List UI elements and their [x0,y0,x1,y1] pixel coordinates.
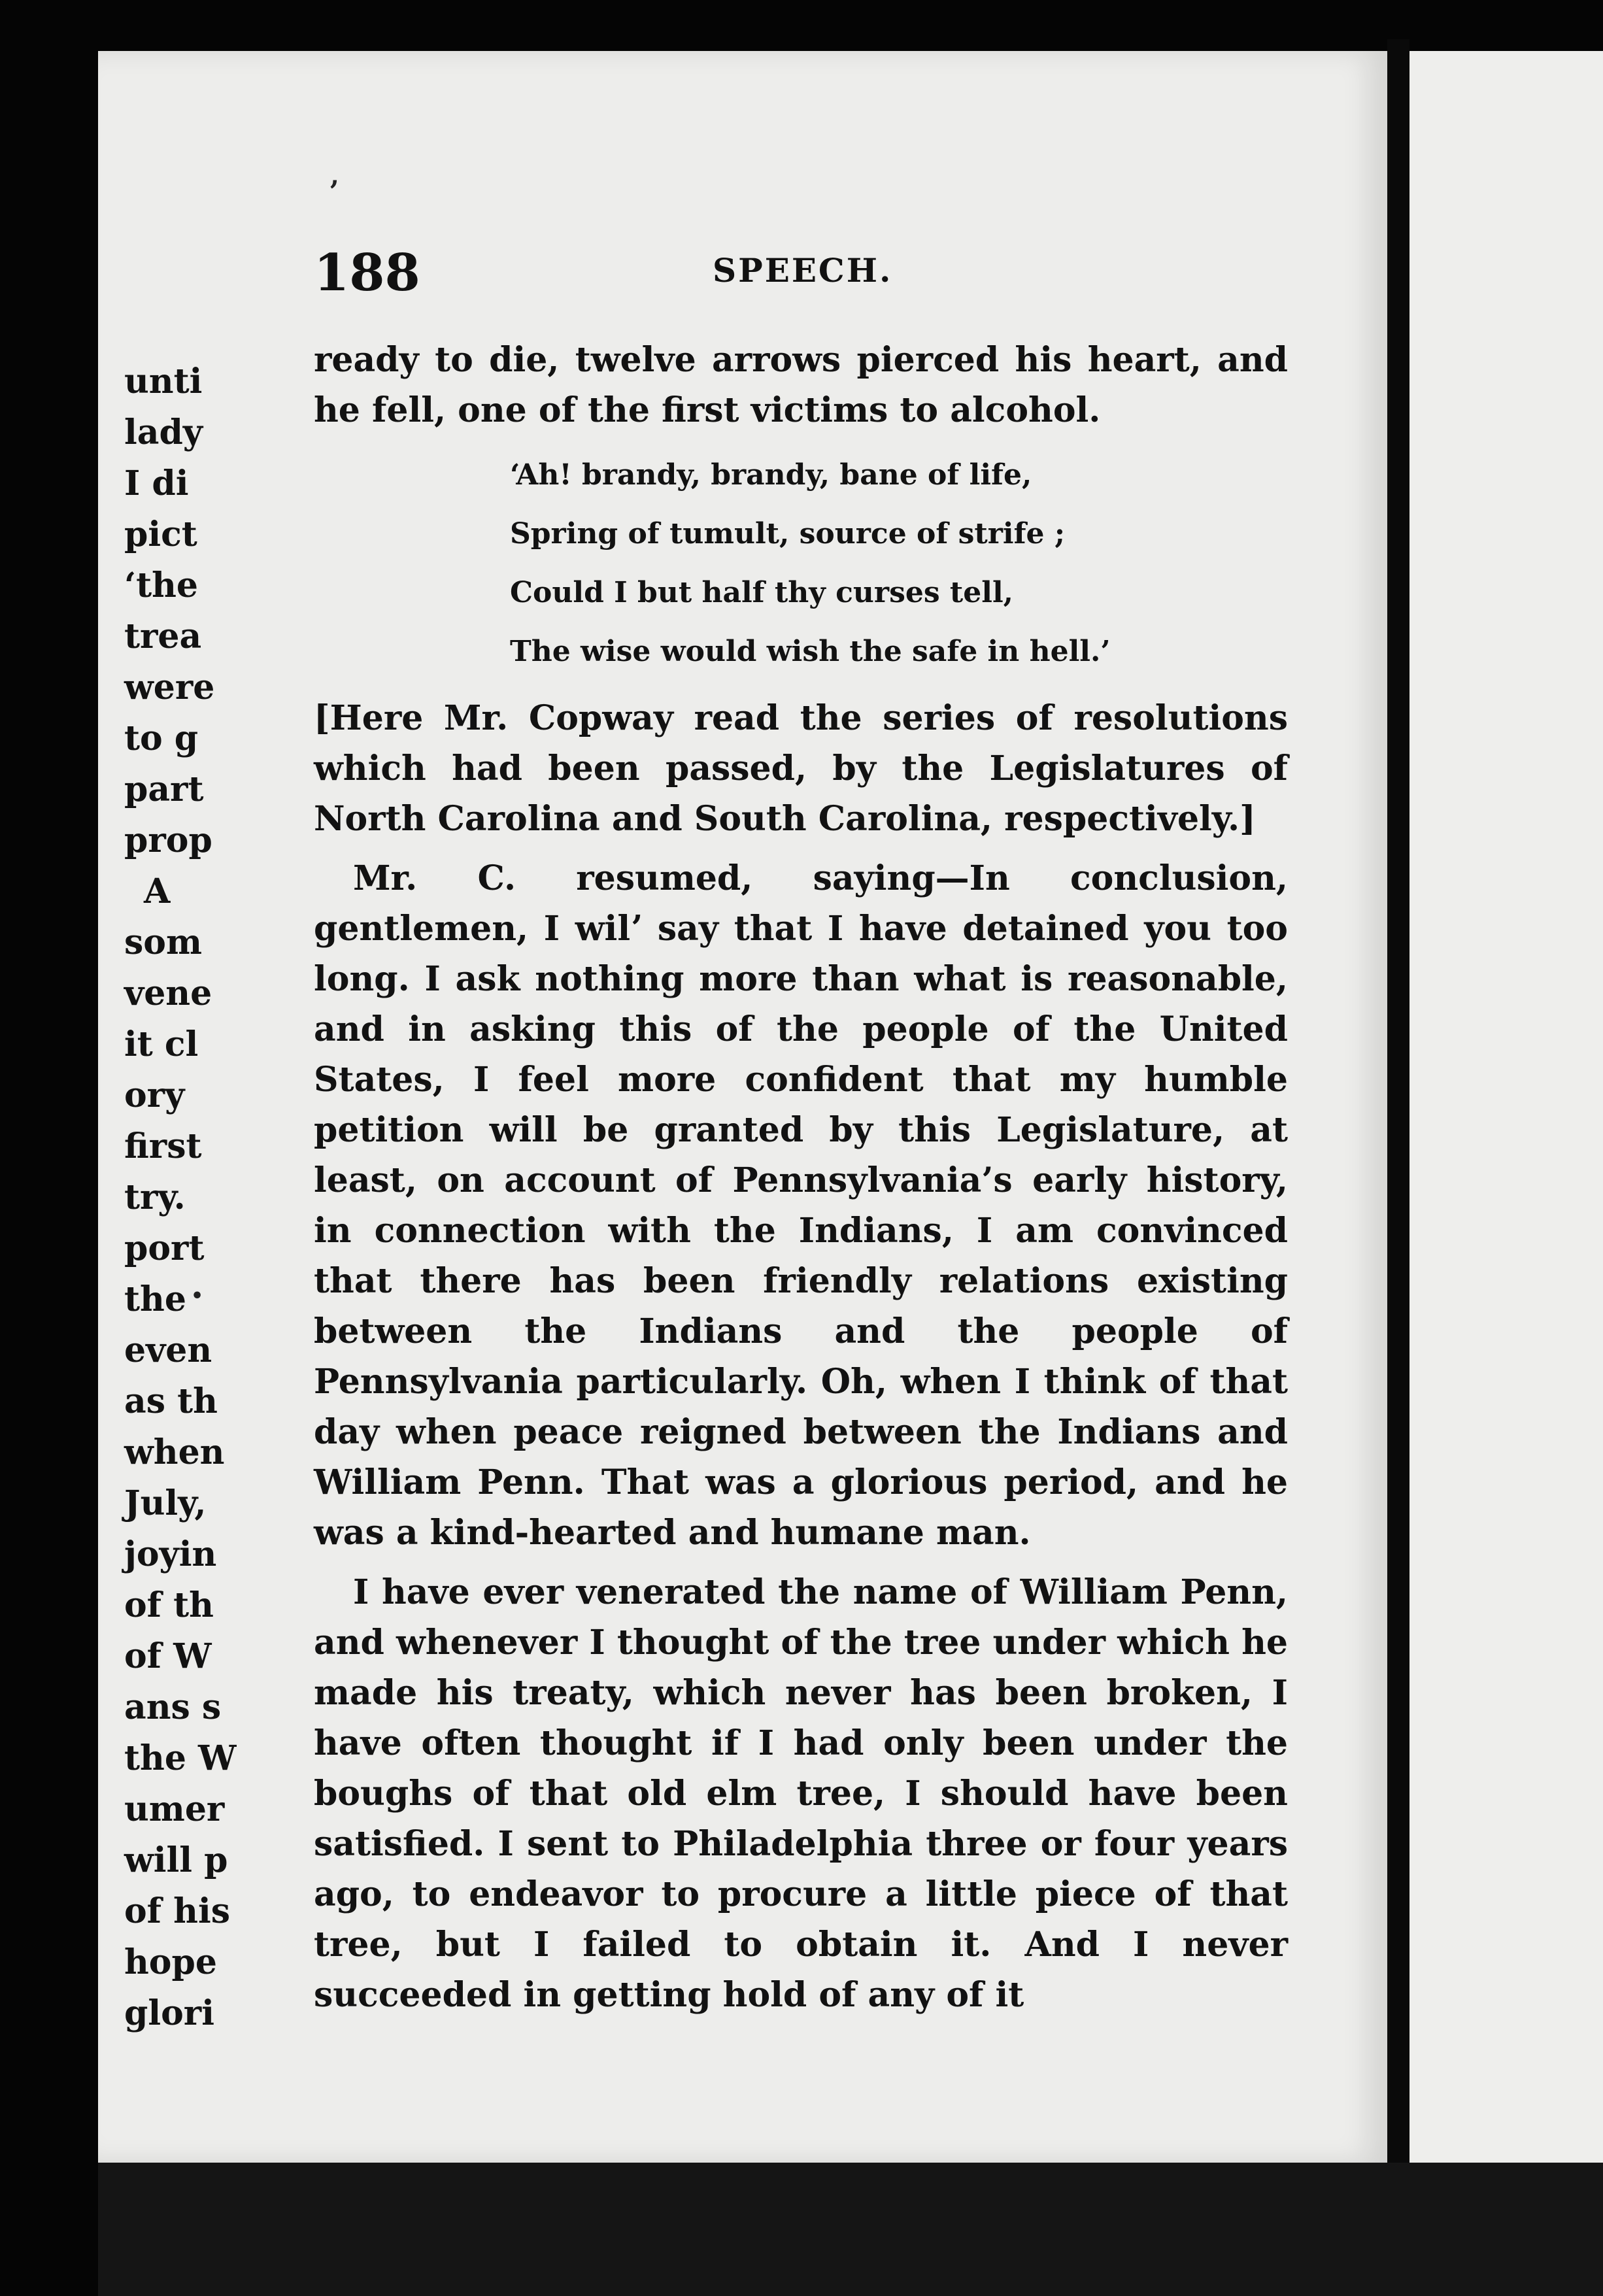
right-line: trea [124,616,202,656]
page-number: 188 [314,243,420,303]
right-line: will p [124,1840,228,1880]
verse-line-3: Could I but half thy curses tell, [510,576,1013,609]
verse-block [510,446,1288,681]
right-line: first [124,1126,202,1166]
right-line: it cl [124,1024,199,1064]
page-header [314,243,1288,302]
right-line: of W [124,1636,212,1676]
right-line: som [124,922,202,962]
right-line: ‘the [124,566,199,605]
right-line: part [124,769,204,809]
paragraph-3: Mr. C. resumed, saying—In conclusion, gentlemen, I wilʼ say that I have detained you too long. I ask nothing more than what is reasonable, and in asking this of the people of the United States, I feel more confident that my humble petition will be granted by this Legislature, at least, on account of Pennsylvania’s early history, in connection with the Indians, I am convinced that there has been friendly relations existing between the Indians and the people of Pennsylvania particularly. Oh, when I think of that day when peace reigned between the Indians and William Penn. That was a glorious period, and he was a kind-hearted and humane man. [314,858,1288,1553]
right-line: umer [124,1789,225,1829]
right-line: pict [124,515,197,554]
verse-line-1: ‘Ah! brandy, brandy, bane of life, [510,458,1032,492]
right-line: the W [124,1738,237,1778]
right-line: of th [124,1585,214,1625]
right-line: July, [124,1483,207,1523]
right-line: glori [124,1993,214,2033]
verse-line-4: The wise would wish the safe in hell.’ [510,635,1111,668]
right-line: when [124,1432,225,1472]
bottom-edge [98,2163,1603,2296]
paragraph-4: I have ever venerated the name of William Penn, and whenever I thought of the tree under which he made his treaty, which never has been broken, I have often thought if I had only been under the boughs of that old elm tree, I should have been satisfied. I sent to Philadelphia three or four years ago, to endeavor to procure a little piece of that tree, but I failed to obtain it. And I never succeeded in getting hold of any of it [314,1572,1288,2015]
right-line: were [124,667,215,707]
side-dot-mark: • [191,1285,204,1308]
right-line: port [124,1228,205,1268]
top-tick-mark: , [330,160,339,191]
right-line: vene [124,973,212,1013]
right-line: the [124,1279,186,1319]
right-line: of his [124,1891,230,1931]
paragraph-2: [Here Mr. Copway read the series of resolutions which had been passed, by the Legislatures of North Carolina and South Carolina, respectively.] [314,698,1288,839]
book-gutter [1387,39,1409,2190]
right-line: I di [124,464,189,503]
right-line: A [144,871,171,911]
right-line: unti [124,362,203,401]
right-line: prop [124,820,212,860]
right-line: to g [124,718,199,758]
right-line: lady [124,413,203,452]
verse-line-2: Spring of tumult, source of strife ; [510,517,1066,550]
right-line: ans s [124,1687,222,1727]
right-page [1409,51,1603,2163]
right-line: joyin [124,1534,217,1574]
running-head: SPEECH. [713,251,893,290]
right-line: try. [124,1177,186,1217]
right-line: ory [124,1075,185,1115]
right-page-text [124,356,294,2039]
paragraph-1: ready to die, twelve arrows pierced his heart, and he fell, one of the first victims to alcohol. [314,340,1288,430]
right-line: as th [124,1381,218,1421]
right-line: even [124,1330,212,1370]
right-line: hope [124,1942,217,1982]
body-text [314,335,1288,2020]
